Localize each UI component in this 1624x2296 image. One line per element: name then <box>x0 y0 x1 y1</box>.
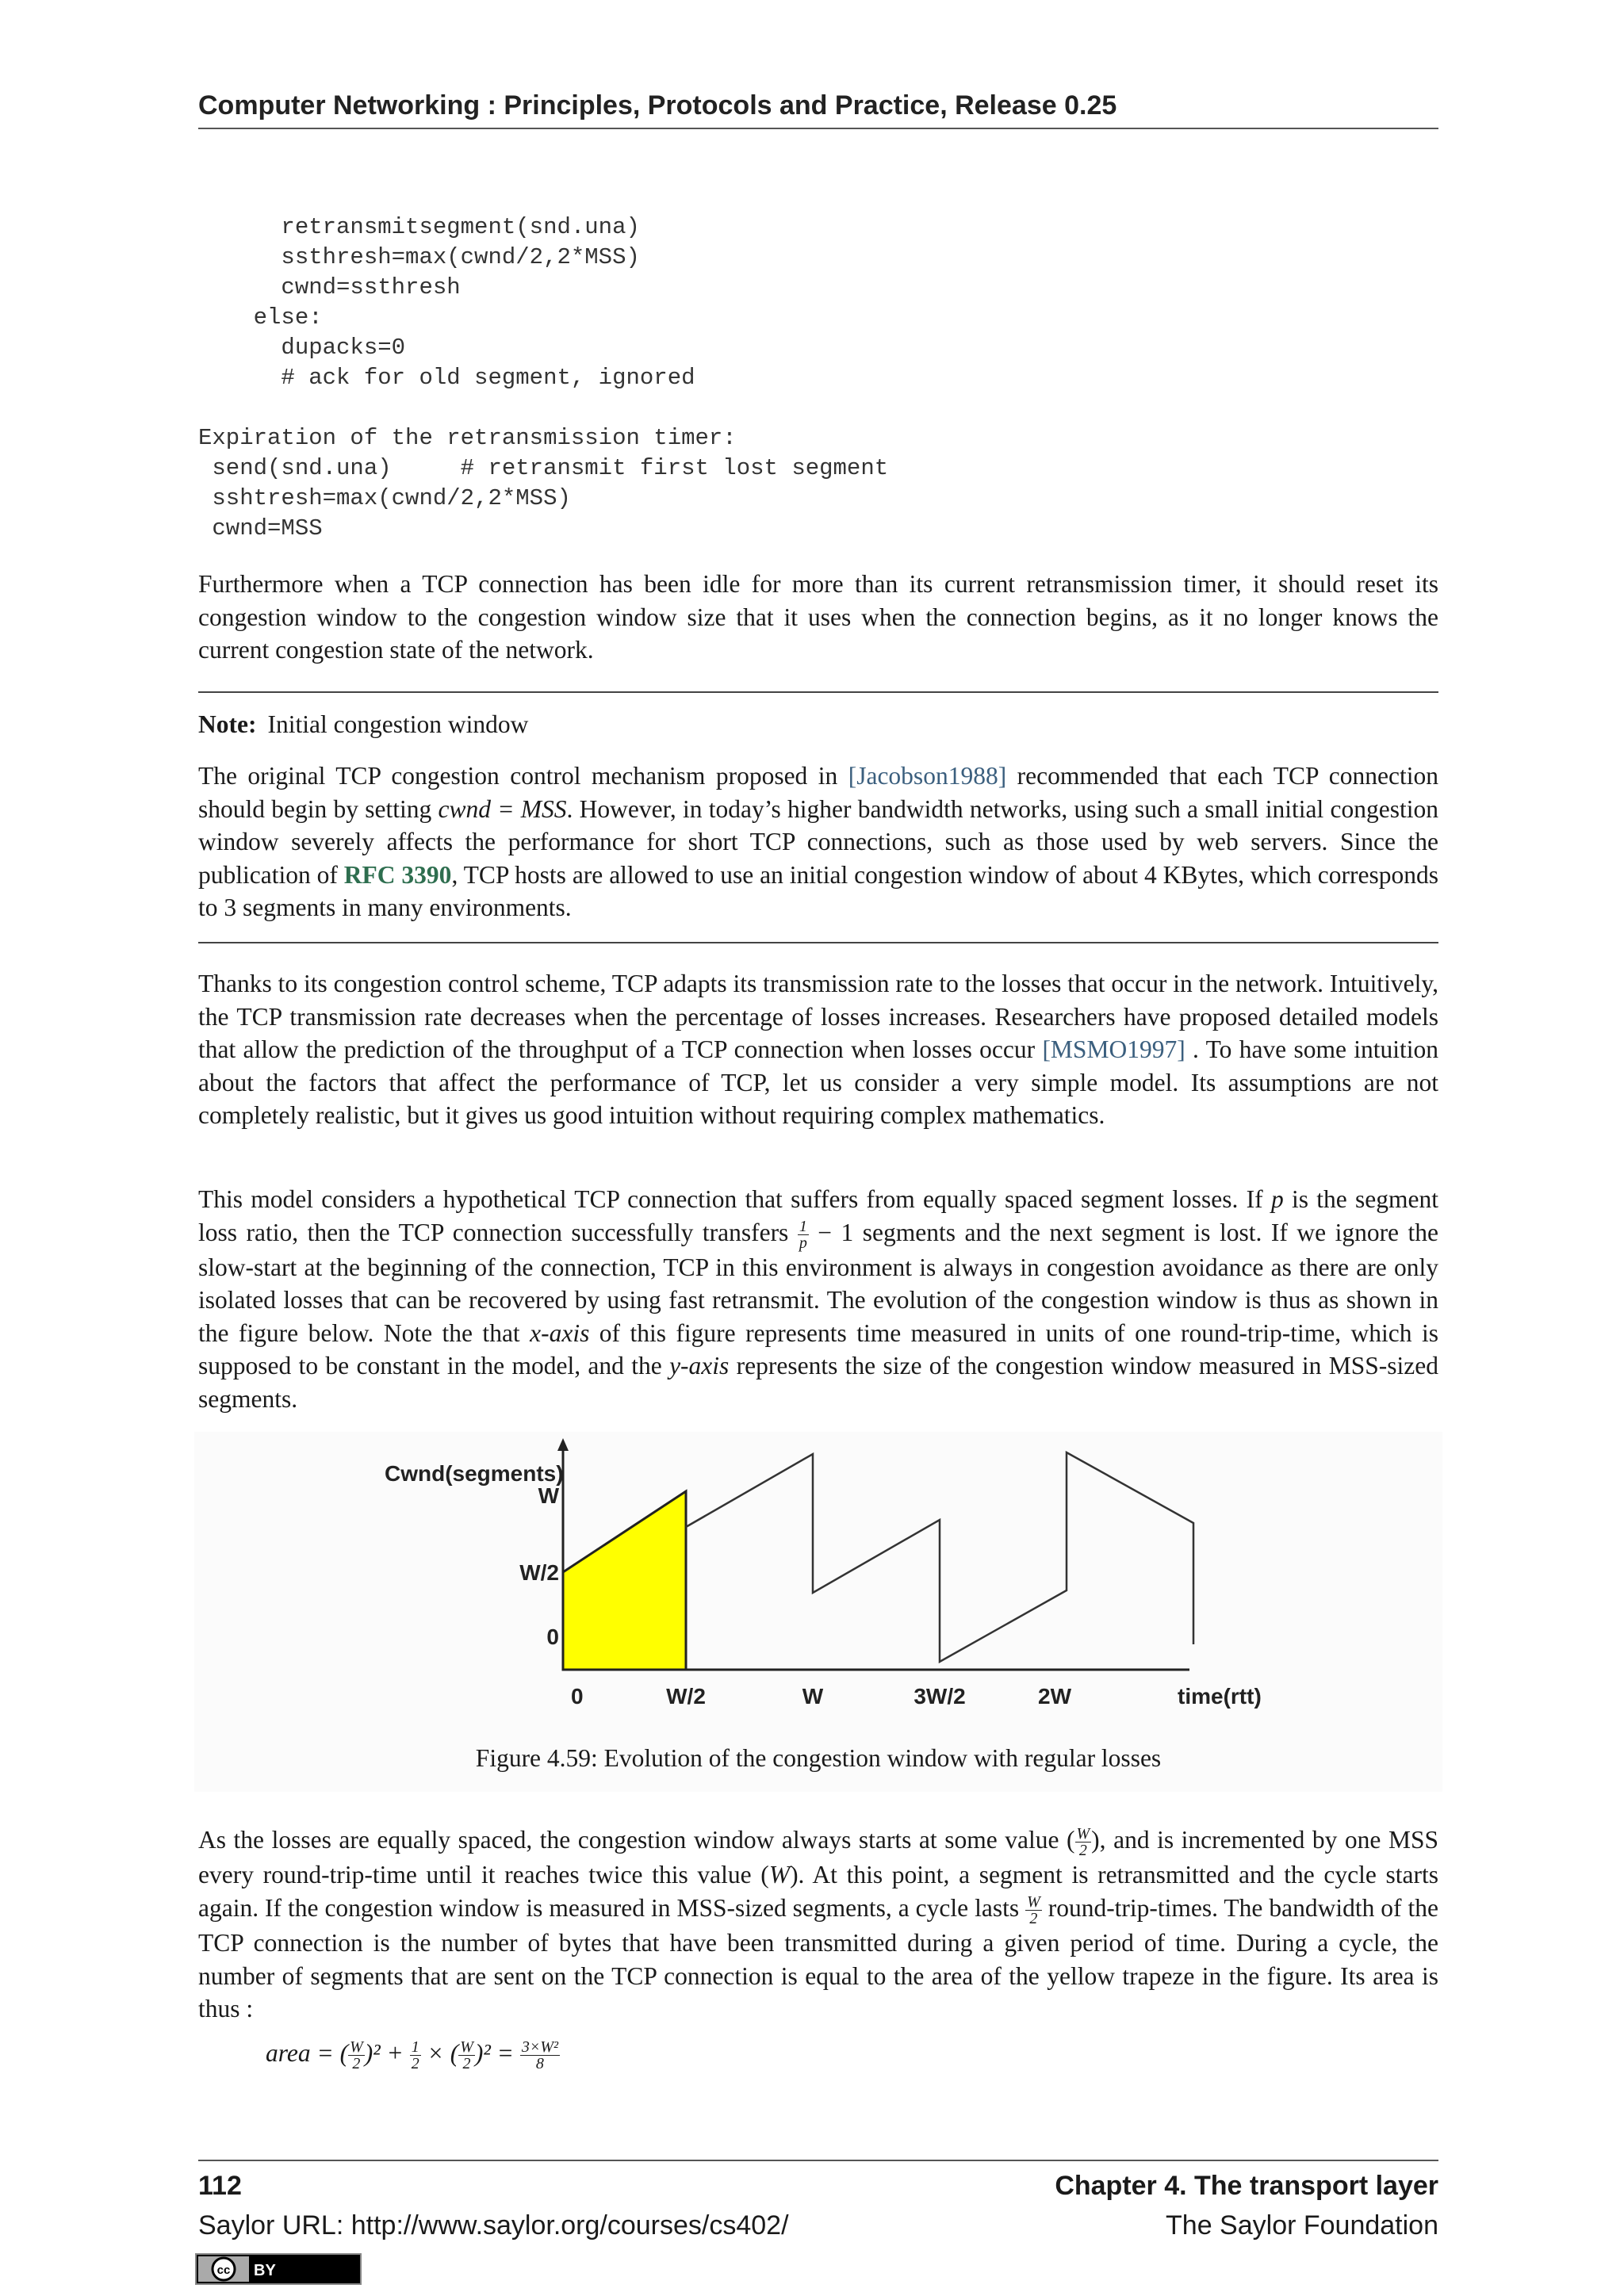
fraction-numerator: 1 <box>411 2038 419 2057</box>
paragraph-thanks <box>198 967 1438 1132</box>
x-tick-3w-half: 3W/2 <box>914 1684 966 1709</box>
note-heading <box>198 710 528 739</box>
formula-part: × ( <box>420 2039 459 2067</box>
fraction-numerator: W <box>1027 1893 1040 1911</box>
note-top-rule <box>198 691 1438 693</box>
page-number: 112 <box>198 2171 242 2201</box>
y-tick-w: W <box>538 1483 559 1508</box>
note-bottom-rule <box>198 942 1438 943</box>
paragraph-text: is the segment loss ratio, then the TCP connection successfully transfers <box>198 1185 1438 1246</box>
rfc-3390-link[interactable]: RFC 3390 <box>343 860 452 889</box>
figure-caption: Figure 4.59: Evolution of the congestion window with regular losses <box>475 1744 1162 1772</box>
x-axis-label: time(rtt) <box>1178 1684 1262 1709</box>
math-p: p <box>1270 1185 1284 1213</box>
note-text: . However, in today’s higher bandwidth networks, using such a small initial congestion window severely affects the performance for short TCP connections, such as those used by web servers. Since the publication of <box>198 794 1438 889</box>
cwnd-sawtooth-line <box>686 1452 1193 1662</box>
area-formula <box>266 2039 560 2072</box>
fraction-numerator: W <box>460 2038 473 2057</box>
note-title: Initial congestion window <box>267 710 529 738</box>
paragraph-text: Thanks to its congestion control scheme, TCP adapts its transmission rate to the losses that occur in the network. Intuitively, the TCP transmission rate decreases when the percentage of losses increases. Researchers have proposed detailed models that allow the prediction of the throughput of a TCP connection when losses occur <box>198 970 1438 1063</box>
paragraph-losses <box>198 1823 1438 2026</box>
saylor-foundation: The Saylor Foundation <box>1166 2210 1438 2241</box>
fraction-denominator: 2 <box>352 2055 361 2073</box>
note-body <box>198 760 1438 924</box>
code-block: retransmitsegment(snd.una) ssthresh=max(cwnd/2,2*MSS) cwnd=ssthresh else: dupacks=0 # ack for old segment, ignored Expiration of the retransmission timer: send(snd.una) # retransmit first lost segment sshtresh=max(cwnd/2,2*MSS) cwnd=MSS <box>198 214 889 541</box>
term-x-axis: x-axis <box>530 1318 590 1347</box>
paragraph-text: represents the size of the congestion window measured in MSS-sized segments. <box>198 1352 1438 1413</box>
y-tick-zero: 0 <box>546 1624 559 1649</box>
formula-fraction <box>458 2039 475 2072</box>
note-text: recommended that each TCP connection should begin by setting <box>198 762 1439 823</box>
cc-by-text: BY <box>254 2262 276 2279</box>
fraction-denominator: 8 <box>535 2055 544 2073</box>
note-label: Note: <box>198 710 257 738</box>
note-text: , TCP hosts are allowed to use an initial congestion window of about 4 KBytes, which corresponds to 3 segments in many environments. <box>198 860 1438 921</box>
formula-fraction <box>348 2039 365 2072</box>
fraction-denominator: 2 <box>462 2055 471 2073</box>
x-tick-w: W <box>802 1684 824 1709</box>
svg-text:cc: cc <box>216 2263 231 2277</box>
footer-rule <box>198 2160 1438 2161</box>
ref-msmo1997-link[interactable]: [MSMO1997] <box>1042 1035 1185 1063</box>
fraction-denominator: 2 <box>1078 1842 1087 1860</box>
fraction-denominator: p <box>799 1234 807 1252</box>
paragraph-text: . To have some intuition about the factors that affect the performance of TCP, let us consider a very simple model. Its assumptions are not completely realistic, but it gives us good intuition without requiring complex mathematics. <box>198 1035 1439 1129</box>
formula-fraction <box>410 2039 421 2072</box>
paragraph-text: − 1 segments and the next segment is lost. If we ignore the slow-start at the beginning of the connection, TCP in this environment is always in congestion avoidance as there are only isolated losses that can be recovered by using fast retransmit. The evolution of the congestion window is thus as shown in the figure below. Note the that <box>198 1218 1439 1347</box>
chapter-title: Chapter 4. The transport layer <box>1055 2171 1438 2201</box>
fraction-numerator: 3×W² <box>521 2038 558 2057</box>
math-w: W <box>768 1861 791 1889</box>
fraction-denominator: 2 <box>1029 1910 1038 1928</box>
paragraph-text: of this figure represents time measured in units of one round-trip-time, which is supposed to be constant in the model, and the <box>198 1318 1438 1380</box>
paragraph-idle: Furthermore when a TCP connection has been idle for more than its current retransmission timer, it should reset its congestion window to the congestion window size that it uses when the connection begins, as it no longer knows the current congestion state of the network. <box>198 570 1438 664</box>
fraction-one-over-p <box>798 1219 809 1251</box>
note-text: The original TCP congestion control mechanism proposed in <box>198 762 848 790</box>
saylor-url: Saylor URL: http://www.saylor.org/courses/cs402/ <box>198 2210 789 2241</box>
fraction-numerator: 1 <box>799 1217 807 1235</box>
term-y-axis: y-axis <box>669 1352 730 1380</box>
ref-jacobson1988-link[interactable]: [Jacobson1988] <box>848 762 1007 790</box>
y-axis-arrow-icon <box>557 1438 569 1451</box>
yellow-trapeze <box>563 1491 686 1670</box>
paragraph-text: ), and is incremented by one MSS every round-trip-time until it reaches twice this value ( <box>198 1826 1439 1889</box>
formula-part: )² + <box>364 2039 410 2067</box>
y-axis-label: Cwnd(segments) <box>385 1461 564 1486</box>
congestion-window-figure <box>333 1432 1316 1741</box>
y-tick-w-half: W/2 <box>519 1560 559 1585</box>
paragraph-text: This model considers a hypothetical TCP connection that suffers from equally spaced segment losses. If <box>198 1185 1271 1213</box>
fraction-numerator: W <box>350 2038 363 2057</box>
paragraph-text: As the losses are equally spaced, the congestion window always starts at some value ( <box>198 1826 1075 1854</box>
fraction-denominator: 2 <box>411 2055 419 2073</box>
x-tick-w-half: W/2 <box>666 1684 706 1709</box>
page-header: Computer Networking : Principles, Protocols and Practice, Release 0.25 <box>198 90 1438 129</box>
fraction-w-over-2 <box>1075 1826 1092 1858</box>
x-tick-zero: 0 <box>571 1684 584 1709</box>
formula-fraction <box>520 2039 560 2072</box>
math-cwnd: cwnd = MSS <box>438 794 567 823</box>
paragraph-text: ). At this point, a segment is retransmitted and the cycle starts again. If the congestion window is measured in MSS-sized segments, a cycle lasts <box>198 1861 1439 1922</box>
fraction-w-over-2 <box>1025 1894 1042 1927</box>
cc-by-license-icon <box>195 2253 362 2285</box>
fraction-numerator: W <box>1076 1825 1090 1843</box>
x-tick-2w: 2W <box>1038 1684 1071 1709</box>
paragraph-model <box>198 1183 1438 1415</box>
formula-part: area = ( <box>266 2039 349 2067</box>
formula-part: )² = <box>474 2039 520 2067</box>
paragraph-text: round-trip-times. The bandwidth of the TCP connection is the number of bytes that have been transmitted during a given period of time. During a cycle, the number of segments that are sent on the TCP connection is equal to the area of the yellow trapeze in the figure. Its area is thus : <box>198 1893 1438 2023</box>
